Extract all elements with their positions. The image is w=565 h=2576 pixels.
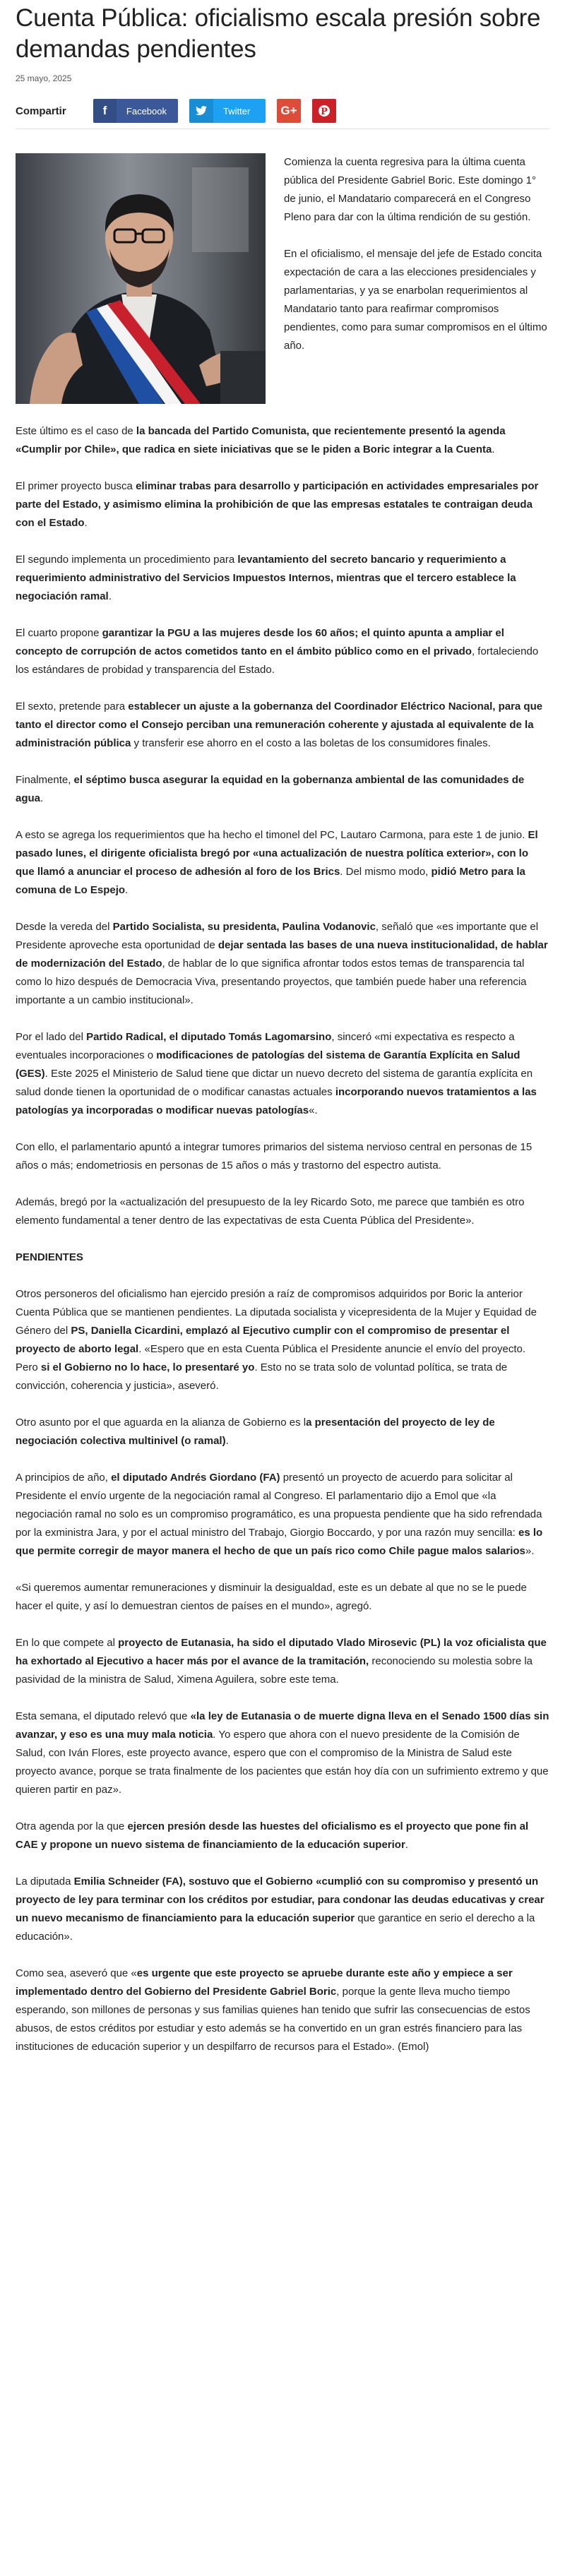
paragraph-19: La diputada Emilia Schneider (FA), sostuvo que el Gobierno «cumplió con su compromiso y presentó un proyecto de ley para terminar con los créditos por estudiar, para condonar las deudas educativas y crear un nuevo mecanismo de financiamiento para la educación superior que garantice en serio el derecho a la educación».	[16, 1876, 545, 1943]
paragraph-16: En lo que compete al proyecto de Eutanasia, ha sido el diputado Vlado Mirosevic (PL) la voz oficialista que ha exhortado al Ejecutivo a hacer más por el avance de la tramitación, reconociendo su molestia sobre la pasividad de la ministra de Salud, Ximena Aguilera, sobre este tema.	[16, 1637, 547, 1686]
twitter-share-button[interactable]	[189, 99, 266, 123]
section-heading: PENDIENTES	[16, 1251, 83, 1263]
twitter-icon	[189, 99, 213, 123]
paragraph-9: Por el lado del Partido Radical, el diputado Tomás Lagomarsino, sinceró «mi expectativa es respecto a eventuales incorporaciones o modificaciones de patologías del sistema de Garantía Explícita en Salud (GES). Este 2025 el Ministerio de Salud tiene que dictar un nuevo decreto del sistema de garantía explícita en salud donde tienen la oportunidad de o modificar canastas actuales incorporando nuevos tratamientos a las patologías ya incorporadas o modificar nuevas patologías«.	[16, 1031, 537, 1116]
paragraph-1: Este último es el caso de la bancada del Partido Comunista, que recientemente presentó la agenda «Cumplir por Chile», que radica en siete iniciativas que se le piden a Boric integrar a la Cuenta.	[16, 425, 506, 455]
lead-paragraph-1: Comienza la cuenta regresiva para la última cuenta pública del Presidente Gabriel Boric. Este domingo 1° de junio, el Mandatario comparecerá en el Congreso Pleno para dar con la última rendición de su gestión.	[284, 156, 537, 223]
paragraph-7: A esto se agrega los requerimientos que ha hecho el timonel del PC, Lautaro Carmona, para este 1 de junio. El pasado lunes, el dirigente oficialista bregó por «una actualización de nuestra política exterior», con lo que llamó a anunciar el proceso de adhesión al foro de los Brics. Del mismo modo, pidió Metro para la comuna de Lo Espejo.	[16, 829, 538, 896]
facebook-icon: f	[93, 99, 117, 123]
paragraph-12: Otros personeros del oficialismo han ejercido presión a raíz de compromisos adquiridos por Boric la anterior Cuenta Pública que se mantienen pendientes. La diputada socialista y vicepresidenta de la Mujer y Equidad de Género del PS, Daniella Cicardini, emplazó al Ejecutivo cumplir con el compromiso de presentar el proyecto de aborto legal. «Espero que en esta Cuenta Pública el Presidente anuncie el envío del proyecto. Pero si el Gobierno no lo hace, lo presentaré yo. Esto no se trata solo de voluntad política, se trata de convicción, coherencia y justicia», aseveró.	[16, 1288, 537, 1392]
paragraph-18: Otra agenda por la que ejercen presión desde las huestes del oficialismo es el proyecto que pone fin al CAE y propone un nuevo sistema de financiamiento de la educación superior.	[16, 1820, 529, 1851]
google-plus-share-button[interactable]	[277, 99, 301, 123]
twitter-label: Twitter	[223, 105, 251, 117]
paragraph-11: Además, bregó por la «actualización del presupuesto de la ley Ricardo Soto, me parece que también es otro elemento fundamental a tener dentro de las expectativas de esta Cuenta Pública del Presidente».	[16, 1196, 525, 1227]
paragraph-10: Con ello, el parlamentario apuntó a integrar tumores primarios del sistema nervioso central en personas de 15 años o más; endometriosis en personas de 15 años o más y trastorno del espectro autista.	[16, 1141, 533, 1171]
paragraph-14: A principios de año, el diputado Andrés Giordano (FA) presentó un proyecto de acuerdo para solicitar al Presidente el envío urgente de la negociación ramal al Congreso. El parlamentario dijo a Emol que «la negociación ramal no solo es un compromiso programático, es una propuesta pendiente que ha sido refrendada por la exministra Jara, y por el actual ministro del Trabajo, Giorgio Boccardo, y por una razón muy sencilla: es lo que permite corregir de mayor manera el hecho de que un país rico como Chile pague malos salarios».	[16, 1472, 543, 1557]
facebook-label: Facebook	[126, 105, 167, 117]
pinterest-share-button[interactable]	[312, 99, 336, 123]
paragraph-17: Esta semana, el diputado relevó que «la ley de Eutanasia o de muerte digna lleva en el Senado 1500 días sin avanzar, y eso es una muy mala noticia. Yo espero que ahora con el nuevo presidente de la Comisión de Salud, con Iván Flores, este proyecto avance, espero que con el compromiso de la Ministra de Salud este proyecto avance, porque se trata finalmente de los pacientes que están hoy día con un sufrimiento extremo y que quieren partir en paz».	[16, 1710, 549, 1796]
paragraph-13: Otro asunto por el que aguarda en la alianza de Gobierno es la presentación del proyecto de ley de negociación colectiva multinivel (o ramal).	[16, 1417, 495, 1447]
paragraph-5: El sexto, pretende para establecer un ajuste a la gobernanza del Coordinador Eléctrico Nacional, para que tanto el director como el Consejo perciban una remuneración coherente y ajustada al equivalente de la administración pública y transferir ese ahorro en el costo a las boletas de los consumidores finales.	[16, 700, 543, 749]
paragraph-4: El cuarto propone garantizar la PGU a las mujeres desde los 60 años; el quinto apunta a ampliar el concepto de corrupción de actos cometidos tanto en el ámbito público como en el privado, fortaleciendo los estándares de probidad y transparencia del Estado.	[16, 627, 539, 676]
article-photo	[16, 153, 266, 404]
google-plus-icon: G+	[280, 104, 297, 117]
lead-text	[284, 153, 549, 404]
paragraph-6: Finalmente, el séptimo busca asegurar la equidad en la gobernanza ambiental de las comunidades de agua.	[16, 774, 525, 804]
share-label: Compartir	[16, 105, 66, 117]
share-bar	[16, 93, 549, 129]
svg-text:P: P	[321, 107, 328, 117]
lead-section	[16, 153, 549, 404]
president-photo-illustration	[16, 153, 266, 404]
paragraph-15: «Si queremos aumentar remuneraciones y disminuir la desigualdad, este es un debate al que no se le puede hacer el quite, y así lo demuestran cientos de países en el mundo», agregó.	[16, 1582, 527, 1612]
article-date: 25 mayo, 2025	[16, 73, 72, 83]
paragraph-2: El primer proyecto busca eliminar trabas para desarrollo y participación en actividades empresariales por parte del Estado, y asimismo elimina la prohibición de que las empresas estatales te contraigan deuda con el Estado.	[16, 480, 539, 529]
facebook-share-button[interactable]	[93, 99, 178, 123]
article-body	[16, 422, 549, 2056]
lead-paragraph-2: En el oficialismo, el mensaje del jefe de Estado concita expectación de cara a las elecciones presidenciales y parlamentarias, y ya se enarbolan requerimientos al Mandatario tanto para reafirmar compromisos pendientes, como para sumar compromisos en el último año.	[284, 248, 547, 352]
paragraph-3: El segundo implementa un procedimiento para levantamiento del secreto bancario y requerimiento a requerimiento administrativo del Servicios Impuestos Internos, mientras que el tercero establece la negociación ramal.	[16, 554, 516, 602]
pinterest-icon	[312, 99, 336, 123]
paragraph-20: Como sea, aseveró que «es urgente que este proyecto se apruebe durante este año y empiece a ser implementado dentro del Gobierno del Presidente Gabriel Boric, porque la gente lleva mucho tiempo esperando, son millones de personas y sus familias quienes han tenido que sufrir las consecuencias de estos abusos, de estos créditos por estudiar y esto además se ha convertido en un gran estrés financiero para las instituciones de educación superior y un despilfarro de recursos para el Estado». (Emol)	[16, 1967, 530, 2053]
article-title: Cuenta Pública: oficialismo escala presión sobre demandas pendientes	[16, 4, 541, 63]
paragraph-8: Desde la vereda del Partido Socialista, su presidenta, Paulina Vodanovic, señaló que «es importante que el Presidente aproveche esta oportunidad de dejar sentada las bases de una nueva institucionalidad, de hablar de modernización del Estado, de hablar de lo que significa afrontar todos estos temas de transparencia tal como lo hizo después de Democracia Viva, presentando proyectos, que también puede haber una referencia importante a un cambio institucional».	[16, 921, 548, 1006]
